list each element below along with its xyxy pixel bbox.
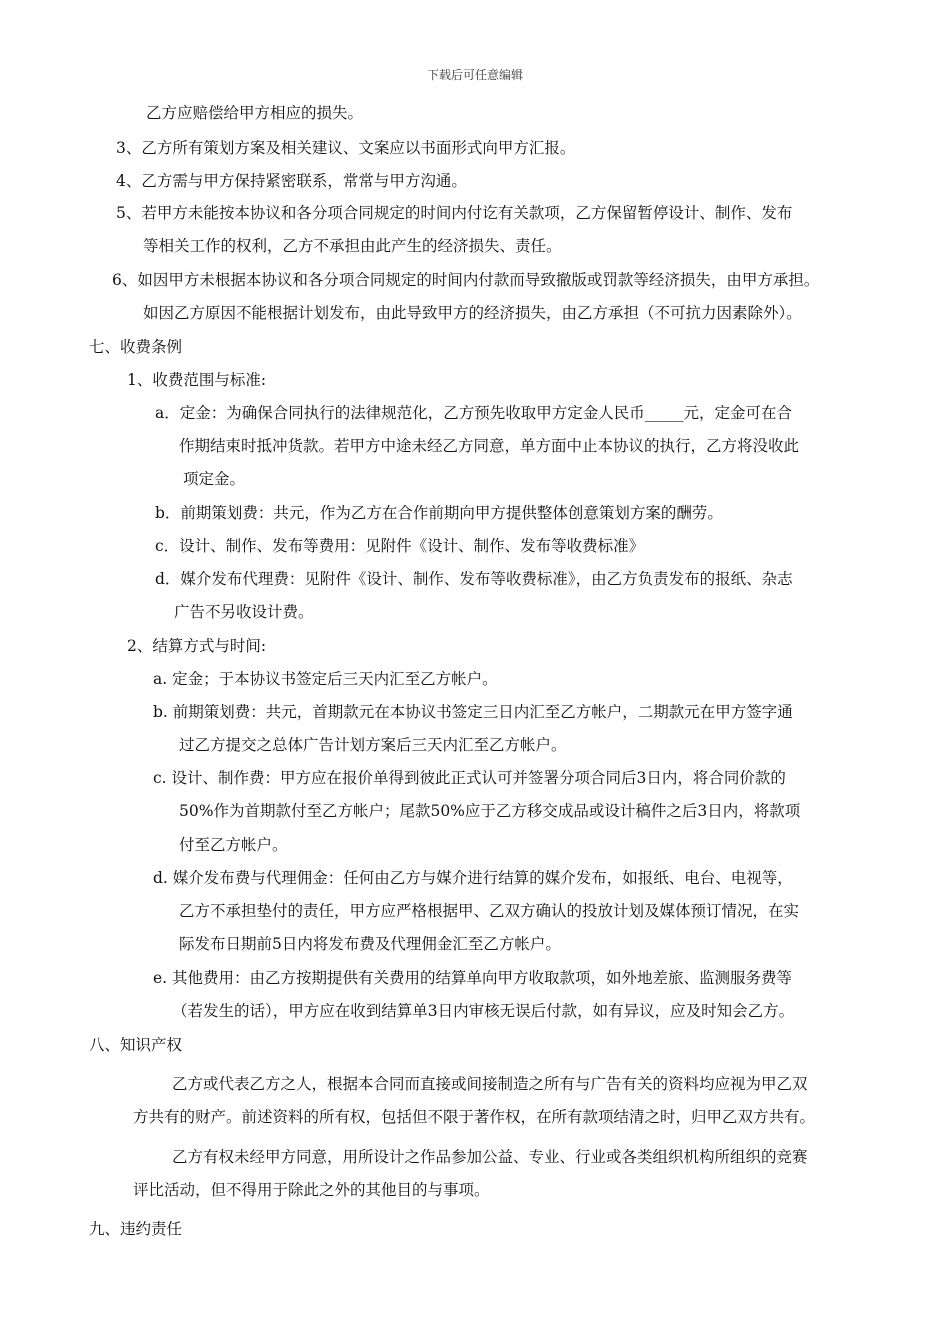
text-line: b. 前期策划费：共元，首期款元在本协议书签定三日内汇至乙方帐户，二期款元在甲方签字通 (153, 703, 793, 721)
text-line: 乙方有权未经甲方同意，用所设计之作品参加公益、专业、行业或各类组织机构所组织的竞赛 (172, 1148, 808, 1166)
text-line: 际发布日期前5日内将发布费及代理佣金汇至乙方帐户。 (179, 935, 561, 953)
text-line: 乙方不承担垫付的责任，甲方应严格根据甲、乙双方确认的投放计划及媒体预订情况，在实 (179, 902, 800, 920)
text-line: 4、乙方需与甲方保持紧密联系，常常与甲方沟通。 (116, 172, 467, 190)
text-line: 2、结算方式与时间: (127, 637, 267, 655)
section-heading: 八、知识产权 (89, 1036, 183, 1054)
text-line: c．设计、制作、发布等费用：见附件《设计、制作、发布等收费标准》 (155, 537, 645, 555)
text-line: 付至乙方帐户。 (179, 836, 288, 854)
text-line: 项定金。 (183, 470, 246, 488)
text-line: 5、若甲方未能按本协议和各分项合同规定的时间内付讫有关款项，乙方保留暂停设计、制作、发布 (116, 204, 793, 222)
text-line: 乙方或代表乙方之人，根据本合同而直接或间接制造之所有与广告有关的资料均应视为甲乙双 (172, 1075, 808, 1093)
text-line: 过乙方提交之总体广告计划方案后三天内汇至乙方帐户。 (179, 736, 567, 754)
text-line: e. 其他费用：由乙方按期提供有关费用的结算单向甲方收取款项，如外地差旅、监测服务费等 (153, 969, 793, 987)
text-line: d. 媒介发布费与代理佣金：任何由乙方与媒介进行结算的媒介发布，如报纸、电台、电视等， (153, 869, 793, 887)
text-line: 3、乙方所有策划方案及相关建议、文案应以书面形式向甲方汇报。 (116, 139, 576, 157)
text-line: a．定金：为确保合同执行的法律规范化，乙方预先收取甲方定金人民币_____元，定金可在合 (155, 404, 792, 422)
text-line: 评比活动，但不得用于除此之外的其他目的与事项。 (133, 1181, 490, 1199)
text-line: 方共有的财产。前述资料的所有权，包括但不限于著作权，在所有款项结清之时，归甲乙双方共有。 (133, 1108, 816, 1126)
text-line: a. 定金；于本协议书签定后三天内汇至乙方帐户。 (153, 670, 498, 688)
page-header: 下载后可任意编辑 (426, 68, 523, 82)
text-line: d．媒介发布代理费：见附件《设计、制作、发布等收费标准》，由乙方负责发布的报纸、杂志 (155, 570, 793, 588)
text-line: 如因乙方原因不能根据计划发布，由此导致甲方的经济损失，由乙方承担（不可抗力因素除外）。 (143, 304, 802, 322)
text-line: b．前期策划费：共元，作为乙方在合作前期向甲方提供整体创意策划方案的酬劳。 (155, 504, 723, 522)
text-line: 等相关工作的权利，乙方不承担由此产生的经济损失、责任。 (143, 237, 562, 255)
text-line: 50%作为首期款付至乙方帐户；尾款50%应于乙方移交成品或设计稿件之后3日内，将款项 (179, 802, 801, 820)
text-line: 6、如因甲方未根据本协议和各分项合同规定的时间内付款而导致撤版或罚款等经济损失，由甲方承担。 (112, 271, 820, 289)
section-heading: 七、收费条例 (89, 338, 183, 356)
text-line: 乙方应赔偿给甲方相应的损失。 (146, 104, 364, 122)
text-line: 广告不另收设计费。 (174, 603, 314, 621)
text-line: 作期结束时抵冲货款。若甲方中途未经乙方同意，单方面中止本协议的执行，乙方将没收此 (179, 437, 800, 455)
text-line: c. 设计、制作费：甲方应在报价单得到彼此正式认可并签署分项合同后3日内，将合同价款的 (153, 769, 786, 787)
section-heading: 九、违约责任 (89, 1220, 183, 1238)
text-line: （若发生的话），甲方应在收到结算单3日内审核无误后付款，如有异议，应及时知会乙方。 (172, 1002, 795, 1020)
text-line: 1、收费范围与标准: (127, 371, 267, 389)
